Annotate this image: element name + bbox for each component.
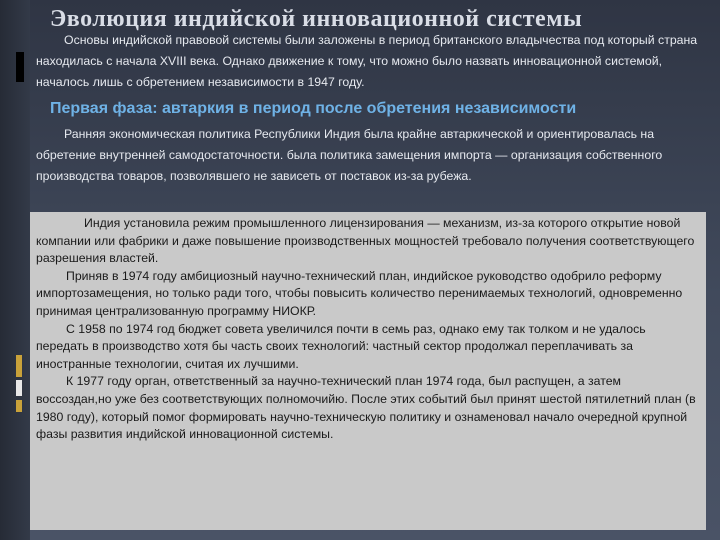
phase-paragraph: Ранняя экономическая политика Республики Индия была крайне автаркической и ориентировалась на обретение внутренней самодостаточности. была политика замещения импорта — организация собственного производства товаров, позволявшего не зависеть от поставок из-за рубежа. <box>36 127 663 183</box>
content-text-box <box>30 212 706 530</box>
content-paragraph-3: С 1958 по 1974 год бюджет совета увеличился почти в семь раз, однако ему так толком и не удалось передать в производство хотя бы часть своих технологий: частный сектор продолжал переплачивать за иностранные технологии, считая их лучшими. <box>36 321 646 371</box>
slide-title: Эволюция индийской инновационной системы <box>50 6 583 32</box>
intro-paragraph: Основы индийской правовой системы были заложены в период британского владычества под который страна находилась с начала XVIII века. Однако движение к тому, что можно было назвать инновационной системой, началось лишь с обретением независимости в 1947 году. <box>36 33 698 89</box>
decor-bar-black <box>16 52 24 82</box>
intro-block <box>36 30 706 93</box>
decor-bar-gold-small <box>16 400 22 412</box>
phase-heading: Первая фаза: автаркия в период после обретения независимости <box>50 100 577 117</box>
phase-text-block <box>36 124 706 187</box>
left-decor-strip <box>0 0 30 540</box>
decor-bar-white <box>16 380 22 396</box>
decor-bar-gold <box>16 355 22 377</box>
content-paragraph-2: Приняв в 1974 году амбициозный научно-технический план, индийское руководство одобрило реформу импортозамещения, но только ради того, чтобы повысить количество перенимаемых технологий, одновременно принимая централизованную программу НИОКР. <box>36 268 683 318</box>
content-paragraph-1: Индия установила режим промышленного лицензирования — механизм, из-за которого открытие новой компании или фабрики и даже повышение производственных мощностей требовало получения соответствующего разрешения властей. <box>36 216 695 266</box>
content-paragraph-4: К 1977 году орган, ответственный за научно-технический план 1974 года, был распущен, а затем воссоздан,но уже без соответствующих полномочийю. После этих событий был принят шестой пятилетний план (в 1980 году), который помог формировать научно-техническую политику и ознаменовал начало очередной крупной фазы развития индийской инновационной системы. <box>36 374 696 442</box>
